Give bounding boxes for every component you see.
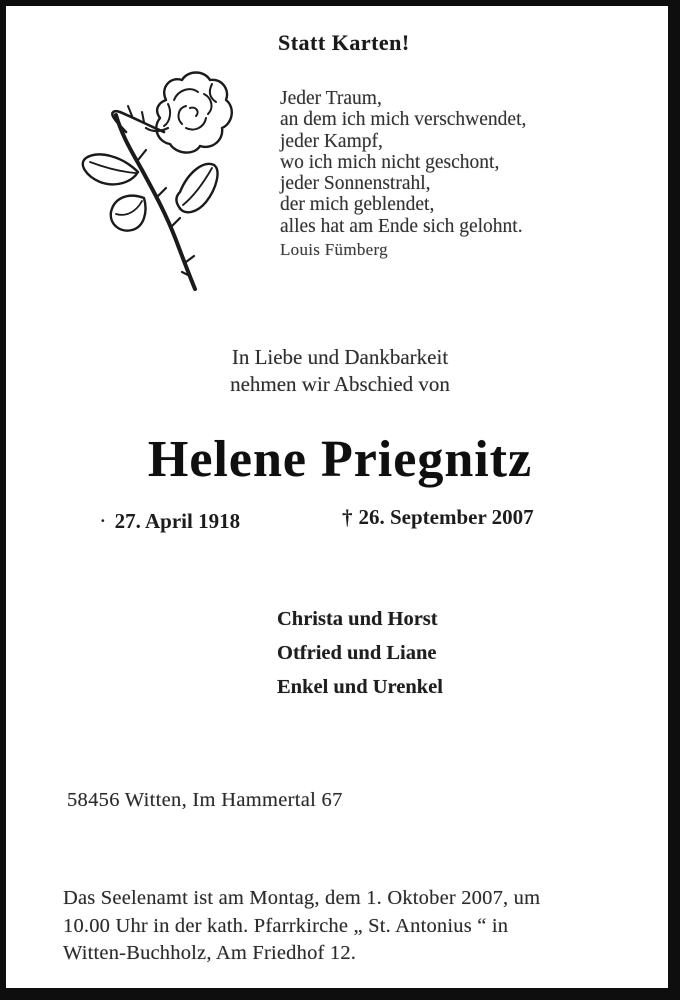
service-line: 10.00 Uhr in der kath. Pfarrkirche „ St. Antonius “ in [63,914,509,937]
birth-date [100,509,240,534]
mourners-block [277,602,443,704]
poem-line: alles hat am Ende sich gelohnt. [280,215,523,237]
service-info-block [63,885,540,968]
born-symbol: · [100,511,106,530]
service-line: Das Seelenamt ist am Montag, dem 1. Oktober 2007, um [63,887,541,909]
address-line: 58456 Witten, Im Hammertal 67 [67,789,343,811]
service-line: Witten-Buchholz, Am Friedhof 12. [63,942,357,964]
intro-line-2: nehmen wir Abschied von [230,371,450,396]
poem-line: der mich geblendet, [280,194,435,216]
intro-block [0,344,680,397]
rose-icon [58,55,233,300]
header-statt-karten: Statt Karten! [278,30,410,55]
poem-line: jeder Kampf, [280,130,383,152]
mourner-line: Otfried und Liane [277,642,437,664]
poem-line: wo ich mich nicht geschont, [280,151,500,173]
poem-line: jeder Sonnenstrahl, [280,173,431,195]
life-dates [0,505,680,541]
poem-block [280,88,526,260]
cross-symbol: † [342,505,353,529]
poem-line: an dem ich mich verschwendet, [280,109,527,131]
poem-attribution: Louis Fümberg [280,240,388,260]
deceased-name: Helene Priegnitz [147,431,533,488]
birth-date-text: 27. April 1918 [114,509,241,533]
mourner-line: Enkel und Urenkel [277,676,443,698]
poem-line: Jeder Traum, [280,88,382,109]
death-date [342,505,534,530]
intro-line-1: In Liebe und Dankbarkeit [231,345,449,369]
mourner-line: Christa und Horst [277,608,438,630]
death-date-text: 26. September 2007 [358,505,534,529]
